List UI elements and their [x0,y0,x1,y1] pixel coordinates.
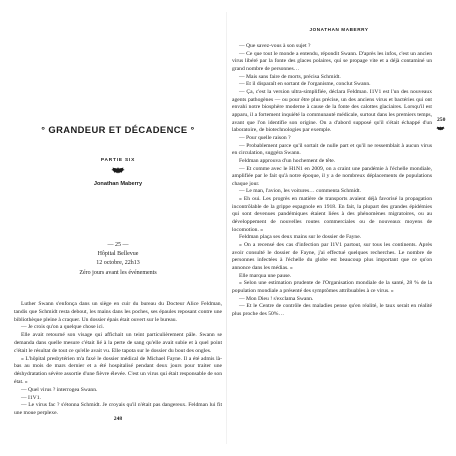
paragraph: Elle marqua une pause. [239,272,292,279]
running-header: JONATHAN MABERRY [309,27,369,32]
paragraph: Feldman approuva d'un hochement de tête. [239,157,336,164]
section-datetime: 12 octobre, 22h13 [96,260,140,267]
paragraph: — Ce que tout le monde a entendu, répondit Swann. D'après les infos, c'est un ancien virus libéré par la fonte des glaces polaires, qui se propage vite et a déjà contaminé un grand nombre de personnes… [232,50,432,72]
paragraph: — Pour quelle raison ? [239,134,291,141]
paragraph: — Je crois qu'on a quelque chose ici. [21,324,105,331]
section-heading [14,241,222,278]
paragraph: Luther Swann s'enfonça dans un siège en cuir du bureau du Docteur Alice Feldman, tandis que Schmidt resta debout, les mains dans les poches, ses épaules reposant contre une bibliothèque pleine à craquer. Un dossier épais était ouvert sur le bureau. [14,301,222,323]
part-label: PARTIE SIX [100,158,136,163]
right-body-text [232,43,432,319]
paragraph: — Que savez-vous à son sujet ? [239,43,311,49]
section-place: Hôpital Bellevue [97,251,139,258]
book-gutter [226,12,227,444]
bat-icon [436,126,445,131]
paragraph: « Eh oui. Les progrès en matière de transports avaient déjà favorisé la propagation incontrôlable de la grippe espagnole en 1918. En fait, la plupart des grandes épidémies qui sont devenues pandémiques étaient liées à des phénomènes migratoires, ou au développement de nouvelles routes commerciales ou de nouveaux moyens de locomotion. » [232,196,432,233]
page-number: 250 [437,117,446,123]
paragraph: « On a recensé des cas d'infection par I1V1 partout, sur tous les continents. Après avoir consulté le dossier de Fayne, j'ai effectué quelques recherches. Le nombre de personnes infectées à l'échelle du globe est beaucoup plus important que ce qu'on annonce dans les médias. » [232,242,432,272]
paragraph: — Et comme avec le H1N1 en 2009, on a craint une pandémie à l'échelle mondiale, amplifiée par le fait qu'à notre époque, il y a de nombreux déplacements de populations chaque jour. [232,165,432,187]
paragraph: Feldman plaça ses deux mains sur le dossier de Fayne. [239,234,362,241]
paragraph: Elle avait retourné son visage qui affichait un teint particulièrement pâle. Swann se demanda dans quelle mesure c'était lié à la perte de sang qu'elle avait subie et à quel point c'était le résultat de tout ce qu'elle avait vu. Elle tapota sur le dossier du bout des ongles. [14,332,222,354]
paragraph: « Selon une estimation prudente de l'Organisation mondiale de la santé, 28 % de la population mondiale a présenté des symptômes attribuables à ce virus. » [232,280,432,294]
left-page [14,24,222,434]
author-name: Jonathan Maberry [93,181,143,187]
section-countdown: Zéro jours avant les événements [79,269,157,276]
chapter-title: ° GRANDEUR ET DÉCADENCE ° [41,124,195,135]
paragraph: — Ça, c'est la version ultra-simplifiée, déclara Feldman. I1V1 est l'un des nouveaux agents pathogènes — ou pour être plus précise, un des anciens virus et bactéries qui ont envahi notre biosphère moderne à cause de la fonte des calottes glaciaires. Lorsqu'il est apparu, il a fortement inquiété la communauté médicale, surtout dans les premiers temps, avant que l'on identifie son origine. On a d'abord supposé qu'il s'était échappé d'un laboratoire, de biotechnologies par exemple. [232,88,432,134]
paragraph: — Mais sans faire de morts, précisa Schmidt. [239,73,341,80]
page-number: 248 [113,416,123,422]
section-number: — 25 — [107,242,129,248]
paragraph: — Quel virus ? interrogea Swann. [21,386,98,393]
bat-icon [111,167,125,174]
paragraph: « L'hôpital presbytérien m'a faxé le dossier médical de Michael Fayne. Il a été admis là-bas au mois de mars dernier et a été hospitalisé pendant deux jours pour traiter une déshydratation sévère assortie d'une fièvre élevée. C'est un virus qui était responsable de son état. » [14,355,222,385]
paragraph: — Probablement parce qu'il sortait de nulle part et qu'il ne ressemblait à aucun virus en circulation, suggéra Swann. [232,142,432,157]
paragraph: — Le man, l'avion, les voitures… commenta Schmidt. [239,188,361,195]
paragraph: — Et il disparaît en sortant de l'organisme, conclut Swann. [239,81,371,88]
paragraph: — Mon Dieu ! s'exclama Swann. [239,295,314,302]
left-body-text [14,301,222,418]
paragraph: — Et le Centre de contrôle des maladies pense qu'en réalité, le taux serait en réalité plus proche des 50%… [232,303,432,317]
paragraph: — Le virus fac ? s'étonna Schmidt. Je croyais qu'il n'était pas dangereux. Feldman lui fit une moue perplexe. [14,402,222,417]
right-page [232,24,446,434]
paragraph: — I1V1. [21,394,41,401]
